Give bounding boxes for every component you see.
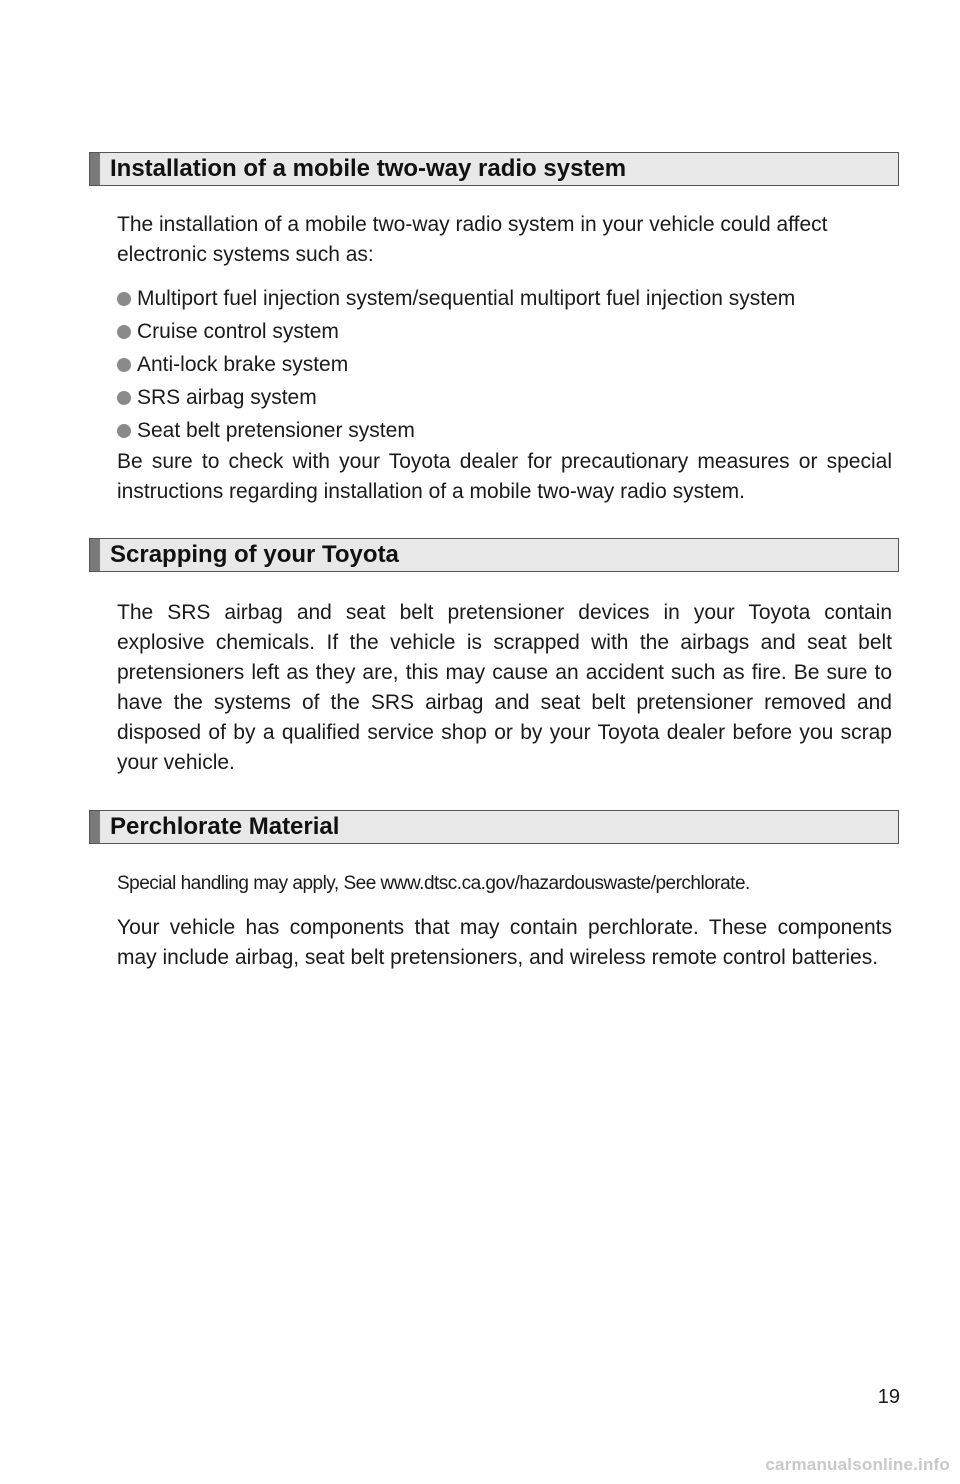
bullet-icon (117, 424, 131, 438)
heading-bar (90, 811, 100, 843)
list-item: Multiport fuel injection system/sequential multiport fuel injection system (117, 282, 892, 315)
section-heading-perchlorate (89, 810, 899, 844)
heading-bar (90, 153, 100, 185)
radio-closing-paragraph: Be sure to check with your Toyota dealer for precautionary measures or special instructions regarding installation of a mobile two-way radio system. (117, 450, 892, 503)
list-item: Cruise control system (117, 315, 892, 348)
bullet-icon (117, 325, 131, 339)
bullet-icon (117, 292, 131, 306)
bullet-icon (117, 358, 131, 372)
radio-intro-paragraph: The installation of a mobile two-way radio system in your vehicle could affect electronic systems such as: (117, 213, 828, 266)
page-number: 19 (877, 1386, 900, 1408)
section-heading-radio (89, 152, 899, 186)
section-heading-scrapping (89, 538, 899, 572)
scrapping-paragraph: The SRS airbag and seat belt pretensioner devices in your Toyota contain explosive chemicals. If the vehicle is scrapped with the airbags and seat belt pretensioners left as they are, this may cause an accident such as fire. Be sure to have the systems of the SRS airbag and seat belt pretensioner removed and disposed of by a qualified service shop or by your Toyota dealer before you scrap your vehicle. (117, 601, 892, 774)
perchlorate-note: Special handling may apply, See www.dtsc.ca.gov/hazardouswaste/perchlorate. (117, 873, 750, 894)
affected-systems-list (117, 282, 892, 447)
perchlorate-paragraph: Your vehicle has components that may contain perchlorate. These components may include airbag, seat belt pretensioners, and wireless remote control batteries. (117, 916, 892, 969)
watermark: carmanualsonline.info (765, 1455, 950, 1474)
heading-bar (90, 539, 100, 571)
list-item: SRS airbag system (117, 381, 892, 414)
section-title: Installation of a mobile two-way radio system (110, 155, 627, 182)
section-title: Perchlorate Material (110, 813, 340, 840)
list-item: Anti-lock brake system (117, 348, 892, 381)
list-item: Seat belt pretensioner system (117, 414, 892, 447)
bullet-icon (117, 391, 131, 405)
section-title: Scrapping of your Toyota (110, 541, 399, 568)
